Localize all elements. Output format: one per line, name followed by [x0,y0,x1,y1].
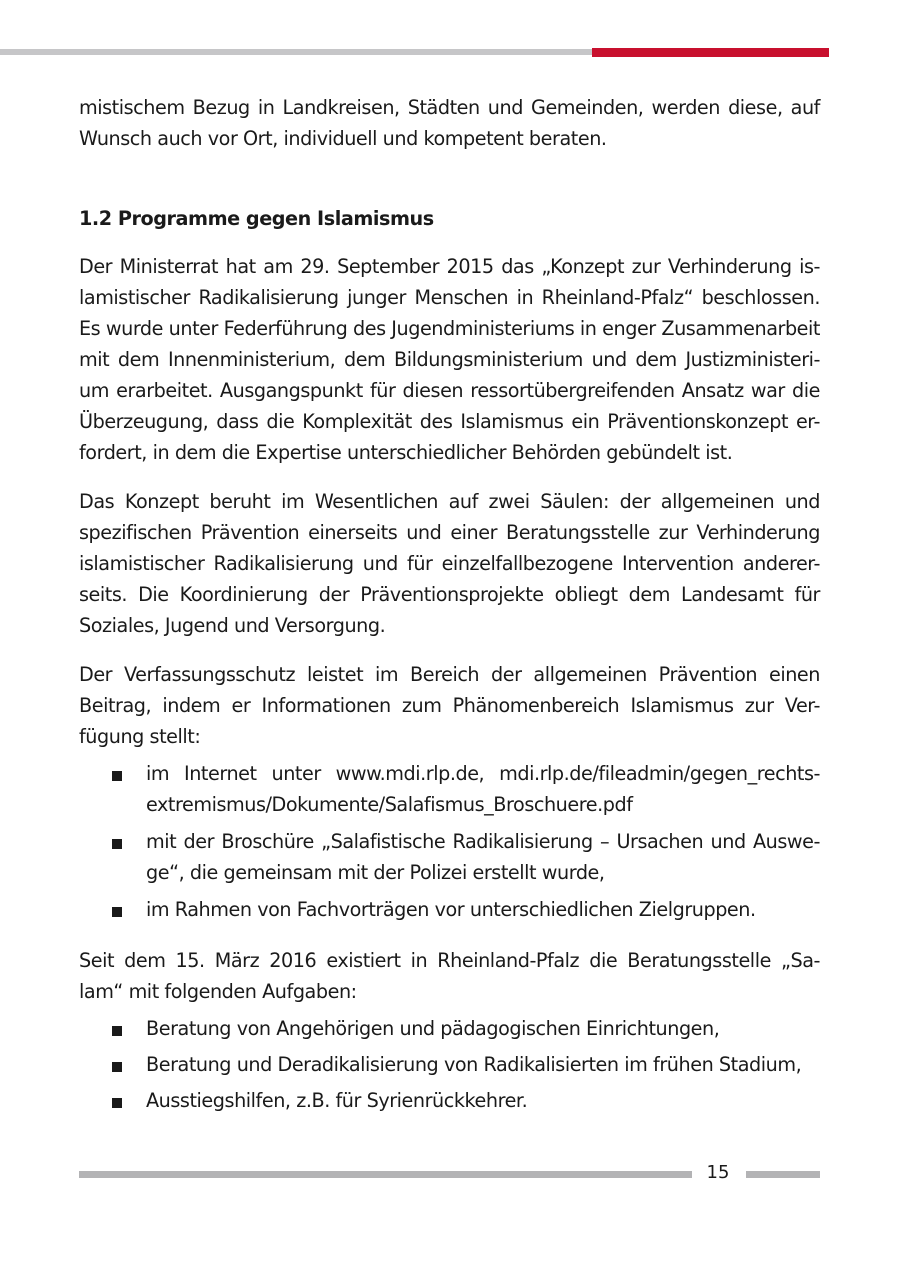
paragraph-line: lamistischer Radikalisierung junger Menschen in Rheinland-Pfalz“ beschlossen. [79,286,820,309]
paragraph-saeulen [79,486,820,641]
list-item-line: Beratung und Deradikalisierung von Radikalisierten im frühen Stadium, [146,1053,802,1076]
list-item-line: im Rahmen von Fachvorträgen vor unterschiedlichen Zielgruppen. [146,898,756,921]
page-number: 15 [706,1162,730,1183]
intro-line: mistischem Bezug in Landkreisen, Städten und Gemeinden, werden diese, auf [79,96,820,119]
paragraph-line: lam“ mit folgenden Aufgaben: [79,980,357,1003]
paragraph-line: Überzeugung, dass die Komplexität des Islamismus ein Präventionskonzept er- [79,410,820,433]
paragraph-line: Das Konzept beruht im Wesentlichen auf zwei Säulen: der allgemeinen und [79,490,820,513]
paragraph-line: fügung stellt: [79,725,201,748]
paragraph-line: spezifischen Prävention einerseits und einer Beratungsstelle zur Verhinderung [79,521,820,544]
list-item-line: ge“, die gemeinsam mit der Polizei erstellt wurde, [146,861,605,884]
list-item [79,1013,820,1044]
header-rule-gray [0,49,592,55]
bullet-list-praevention [79,758,820,925]
list-item [79,1049,820,1080]
paragraph-line: Seit dem 15. März 2016 existiert in Rheinland-Pfalz die Beratungsstelle „Sa- [79,949,820,972]
square-bullet-icon [112,1098,122,1108]
paragraph-line: Der Verfassungsschutz leistet im Bereich der allgemeinen Prävention einen [79,663,820,686]
list-item-line: Ausstiegshilfen, z.B. für Syrienrückkehrer. [146,1089,528,1112]
section-heading: 1.2 Programme gegen Islamismus [79,207,434,230]
square-bullet-icon [112,907,122,917]
list-item [79,758,820,820]
footer-rule-right [746,1171,820,1178]
paragraph-line: Beitrag, indem er Informationen zum Phänomenbereich Islamismus zur Ver- [79,694,820,717]
list-item-line: mit der Broschüre „Salafistische Radikalisierung – Ursachen und Auswe- [146,830,820,853]
paragraph-line: seits. Die Koordinierung der Präventionsprojekte obliegt dem Landesamt für [79,583,820,606]
square-bullet-icon [112,1062,122,1072]
list-item [79,1085,820,1116]
paragraph-line: Es wurde unter Federführung des Jugendministeriums in enger Zusammenarbeit [79,317,820,340]
paragraph-line: Soziales, Jugend und Versorgung. [79,614,386,637]
bullet-list-salam [79,1013,820,1116]
square-bullet-icon [112,839,122,849]
paragraph-line: fordert, in dem die Expertise unterschiedlicher Behörden gebündelt ist. [79,441,733,464]
header-rule-red [592,48,829,57]
paragraph-line: islamistischer Radikalisierung und für einzelfallbezogene Intervention anderer- [79,552,820,575]
paragraph-konzept [79,251,820,468]
intro-line: Wunsch auch vor Ort, individuell und kompetent beraten. [79,127,607,150]
page-body [79,92,820,1116]
paragraph-line: mit dem Innenministerium, dem Bildungsministerium und dem Justizministeri- [79,348,820,371]
footer-rule-left [79,1171,692,1178]
square-bullet-icon [112,1026,122,1036]
list-item-line: im Internet unter www.mdi.rlp.de, mdi.rlp.de/fileadmin/gegen_rechts- [146,762,820,785]
list-item-line: extremismus/Dokumente/Salafismus_Broschuere.pdf [146,793,633,816]
paragraph-line: Der Ministerrat hat am 29. September 2015 das „Konzept zur Verhinderung is- [79,255,820,278]
paragraph-salam [79,945,820,1007]
square-bullet-icon [112,771,122,781]
paragraph-line: um erarbeitet. Ausgangspunkt für diesen ressortübergreifenden Ansatz war die [79,379,820,402]
paragraph-verfassungsschutz [79,659,820,752]
list-item [79,826,820,888]
list-item-line: Beratung von Angehörigen und pädagogischen Einrichtungen, [146,1017,720,1040]
list-item [79,894,820,925]
